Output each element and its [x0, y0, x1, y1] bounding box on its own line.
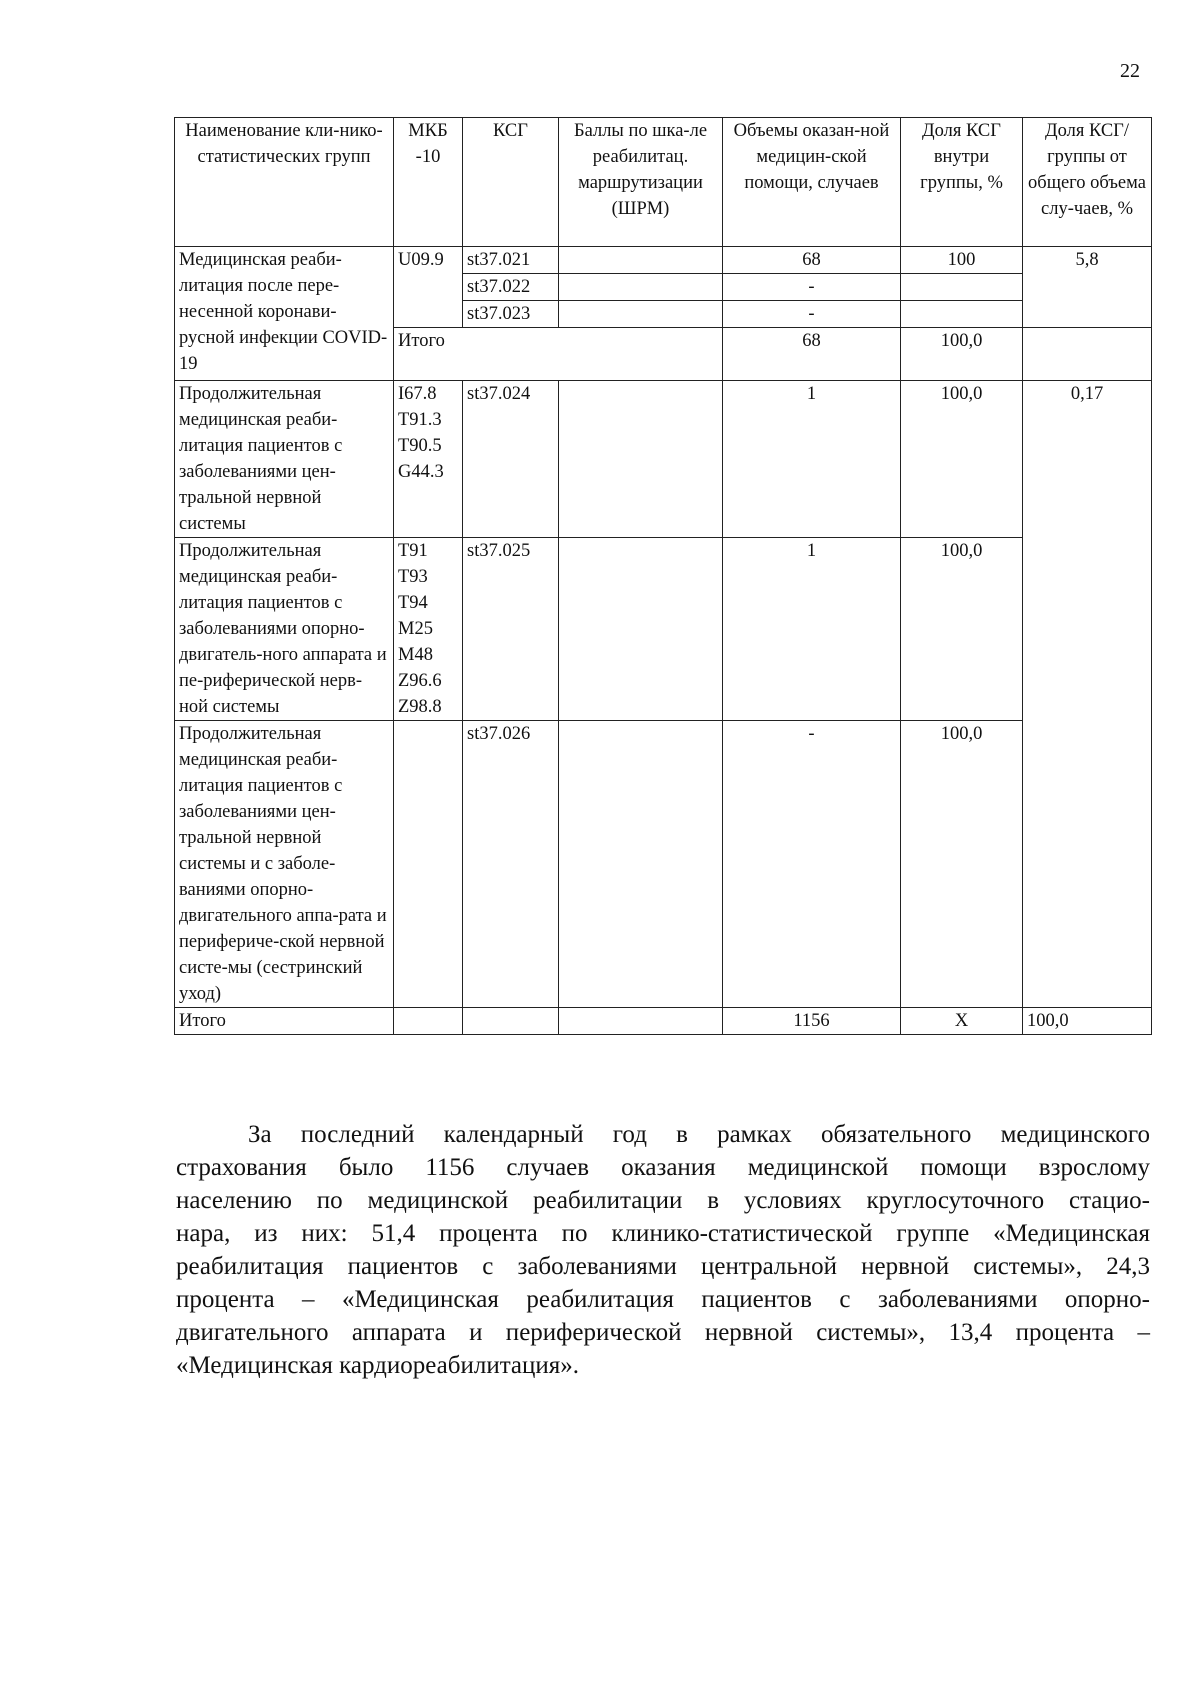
mkb-code: Z96.6 [398, 671, 442, 691]
rehab-statistics-table [174, 117, 1152, 1035]
subtotal-share: 100,0 [901, 328, 1023, 381]
paragraph-line: процента – «Медицинская реабилитация пациентов с заболеваниями опорно- [176, 1286, 1150, 1313]
mkb-codes [394, 538, 463, 721]
volume-cell: 1 [723, 538, 901, 721]
total-ksg [463, 1008, 559, 1035]
paragraph-line: «Медицинская кардиореабилитация». [176, 1352, 580, 1379]
header-shrm: Баллы по шка-ле реабилитац. маршрутизации (ШРМ) [559, 118, 723, 247]
mkb-code: T94 [398, 593, 428, 613]
paragraph-line: За последний календарный год в рамках обязательного медицинского [248, 1121, 1150, 1148]
total-shrm [559, 1008, 723, 1035]
header-share-of-total: Доля КСГ/группы от общего объема слу-чаев, % [1023, 118, 1152, 247]
share-cell: 100 [901, 247, 1023, 274]
table-row [175, 538, 1152, 721]
total-share: X [901, 1008, 1023, 1035]
shrm-cell [559, 301, 723, 328]
shrm-cell [559, 538, 723, 721]
volume-cell: 1 [723, 381, 901, 538]
paragraph-line: страхования было 1156 случаев оказания медицинской помощи взрослому [176, 1154, 1150, 1181]
table-row [175, 247, 1152, 274]
share-cell [901, 274, 1023, 301]
paragraph-line: реабилитация пациентов с заболеваниями центральной нервной системы», 24,3 [176, 1253, 1150, 1280]
group-share-cell [1023, 721, 1152, 1008]
table-row [175, 381, 1152, 538]
table-row [175, 721, 1152, 1008]
mkb-code: G44.3 [398, 462, 444, 482]
ksg-code: st37.024 [463, 381, 559, 538]
shrm-cell [559, 274, 723, 301]
volume-cell: 68 [723, 247, 901, 274]
body-paragraph [176, 1118, 1150, 1382]
mkb-code: Z98.8 [398, 697, 442, 717]
mkb-codes [394, 381, 463, 538]
shrm-cell [559, 247, 723, 274]
group-share-cell: 0,17 [1023, 381, 1152, 721]
ksg-code: st37.023 [463, 301, 559, 328]
table-header-row [175, 118, 1152, 247]
share-cell: 100,0 [901, 538, 1023, 721]
header-mkb: МКБ -10 [394, 118, 463, 247]
mkb-code: I67.8 [398, 384, 437, 404]
subtotal-group-share [1023, 328, 1152, 381]
ksg-code: st37.026 [463, 721, 559, 1008]
paragraph-line: населению по медицинской реабилитации в условиях круглосуточного стацио- [176, 1187, 1150, 1214]
paragraph-line: двигательного аппарата и периферической нервной системы», 13,4 процента – [176, 1319, 1150, 1346]
group-name-cns: Продолжительная медицинская реаби-литация пациентов с заболеваниями цен-тральной нервной системы [175, 381, 394, 538]
ksg-code: st37.025 [463, 538, 559, 721]
header-group-name: Наименование кли-нико-статистических групп [175, 118, 394, 247]
header-volume: Объемы оказан-ной медицин-ской помощи, случаев [723, 118, 901, 247]
volume-cell: - [723, 274, 901, 301]
header-share-in-group: Доля КСГ внутри группы, % [901, 118, 1023, 247]
ksg-code: st37.022 [463, 274, 559, 301]
share-cell: 100,0 [901, 721, 1023, 1008]
page-number: 22 [1120, 60, 1140, 82]
shrm-cell [559, 381, 723, 538]
total-group-share: 100,0 [1023, 1008, 1152, 1035]
subtotal-label: Итого [394, 328, 723, 381]
paragraph-line: нара, из них: 51,4 процента по клинико-статистической группе «Медицинская [176, 1220, 1150, 1247]
group-name-covid: Медицинская реаби-литация после пере-несенной коронави-русной инфекции COVID-19 [175, 247, 394, 381]
group-share-cell: 5,8 [1023, 247, 1152, 328]
volume-cell: - [723, 301, 901, 328]
mkb-codes [394, 721, 463, 1008]
mkb-code: T90.5 [398, 436, 442, 456]
grand-total-row [175, 1008, 1152, 1035]
total-mkb [394, 1008, 463, 1035]
mkb-code: U09.9 [394, 247, 463, 328]
header-ksg: КСГ [463, 118, 559, 247]
mkb-code: T93 [398, 567, 428, 587]
group-name-nursing-care: Продолжительная медицинская реаби-литация пациентов с заболеваниями цен-тральной нервной системы и с заболе-ваниями опорно-двигательного аппа-рата и перифериче-ской нервной систе-мы (сестринский уход) [175, 721, 394, 1008]
volume-cell: - [723, 721, 901, 1008]
mkb-code: T91.3 [398, 410, 442, 430]
share-cell: 100,0 [901, 381, 1023, 538]
mkb-code: M25 [398, 619, 433, 639]
group-name-musculoskeletal: Продолжительная медицинская реаби-литация пациентов с заболеваниями опорно-двигатель-ного аппарата и пе-риферической нерв-ной системы [175, 538, 394, 721]
total-label: Итого [175, 1008, 394, 1035]
share-cell [901, 301, 1023, 328]
mkb-code: M48 [398, 645, 433, 665]
ksg-code: st37.021 [463, 247, 559, 274]
shrm-cell [559, 721, 723, 1008]
mkb-code: T91 [398, 541, 428, 561]
subtotal-volume: 68 [723, 328, 901, 381]
total-volume: 1156 [723, 1008, 901, 1035]
